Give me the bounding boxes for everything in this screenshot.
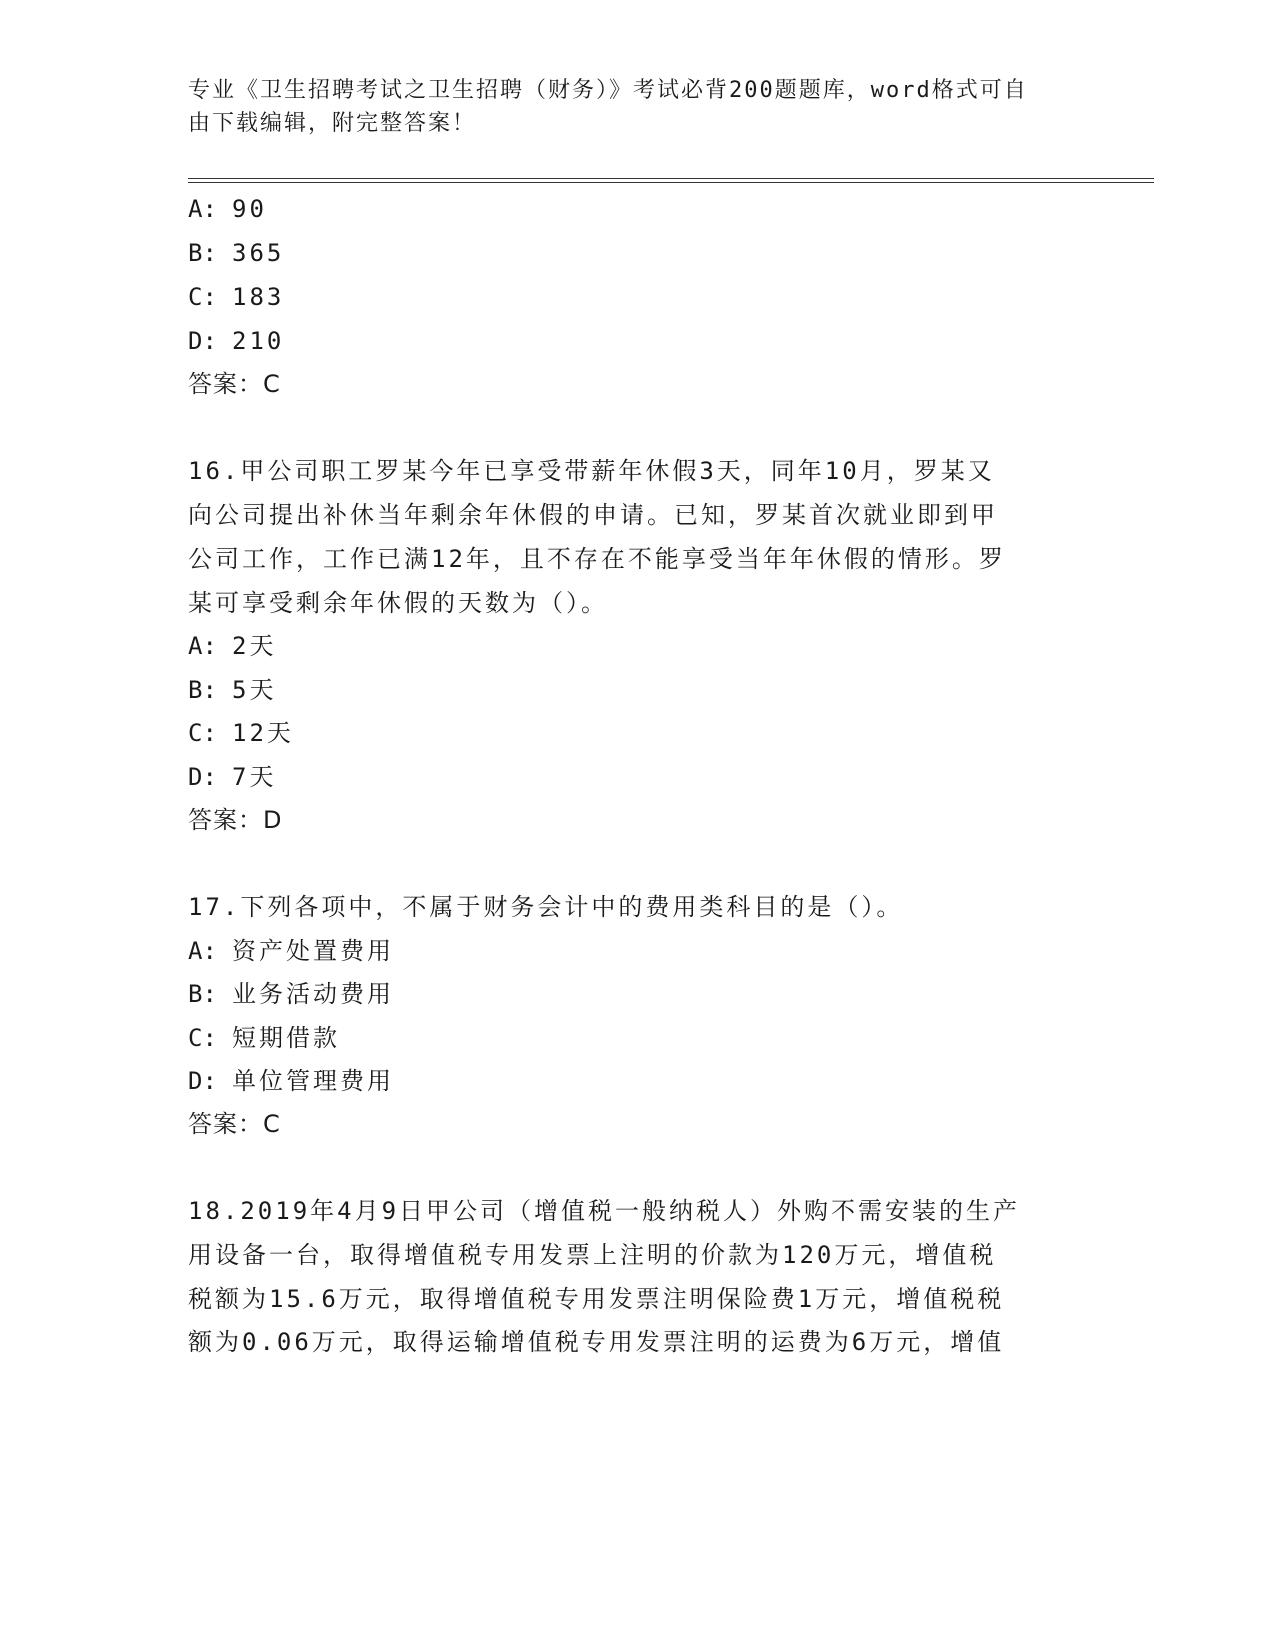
option-text: 2天 [232, 632, 277, 660]
q17-option-b [188, 979, 394, 1009]
option-text: 90 [232, 195, 267, 223]
q16-stem-line-1: 16.甲公司职工罗某今年已享受带薪年休假3天，同年10月，罗某又 [188, 457, 995, 485]
q17-stem-line-1: 17.下列各项中，不属于财务会计中的费用类科目的是（）。 [188, 893, 904, 921]
q16-stem-line-4: 某可享受剩余年休假的天数为（）。 [188, 589, 608, 617]
q18-stem-line-4: 额为0.06万元，取得运输增值税专用发票注明的运费为6万元，增值 [188, 1328, 1005, 1356]
option-letter: B: [188, 239, 217, 267]
option-letter: A: [188, 195, 217, 223]
q15-option-a [188, 194, 267, 224]
option-text: 365 [232, 239, 285, 267]
option-text: 210 [232, 327, 285, 355]
q17-answer: 答案：C [188, 1110, 281, 1138]
q16-option-a [188, 631, 276, 661]
option-letter: C: [188, 719, 217, 747]
q18-stem-line-3: 税额为15.6万元，取得增值税专用发票注明保险费1万元，增值税税 [188, 1285, 1005, 1313]
q16-option-d [188, 762, 276, 792]
q15-option-d [188, 326, 284, 356]
header-line-2: 由下载编辑，附完整答案！ [188, 111, 477, 136]
option-letter: C: [188, 1024, 217, 1052]
option-letter: D: [188, 327, 217, 355]
option-text: 5天 [232, 676, 277, 704]
option-text: 短期借款 [232, 1024, 340, 1052]
q17-option-c [188, 1023, 340, 1053]
option-letter: A: [188, 937, 217, 965]
q15-option-c [188, 282, 284, 312]
document-header [188, 74, 1068, 140]
option-text: 资产处置费用 [232, 937, 394, 965]
option-letter: B: [188, 676, 217, 704]
option-text: 183 [232, 283, 285, 311]
q16-stem-line-2: 向公司提出补休当年剩余年休假的申请。已知，罗某首次就业即到甲 [188, 501, 998, 529]
header-divider-bottom [188, 182, 1154, 183]
q17-option-a [188, 936, 394, 966]
option-text: 7天 [232, 763, 277, 791]
q15-answer: 答案：C [188, 370, 281, 398]
q18-stem-line-1: 18.2019年4月9日甲公司（增值税一般纳税人）外购不需安装的生产 [188, 1197, 1021, 1225]
option-letter: C: [188, 283, 217, 311]
option-text: 单位管理费用 [232, 1067, 394, 1095]
option-text: 12天 [232, 719, 294, 747]
header-divider-top [188, 178, 1154, 179]
q18-stem-line-2: 用设备一台，取得增值税专用发票上注明的价款为120万元，增值税 [188, 1241, 997, 1269]
option-text: 业务活动费用 [232, 980, 394, 1008]
option-letter: D: [188, 763, 217, 791]
q17-option-d [188, 1066, 394, 1096]
option-letter: D: [188, 1067, 217, 1095]
q16-stem-line-3: 公司工作，工作已满12年，且不存在不能享受当年年休假的情形。罗 [188, 545, 1006, 573]
q16-option-c [188, 718, 294, 748]
q15-option-b [188, 238, 284, 268]
q16-answer: 答案：D [188, 806, 283, 834]
option-letter: B: [188, 980, 217, 1008]
header-line-1: 专业《卫生招聘考试之卫生招聘（财务）》考试必背200题题库，word格式可自 [188, 78, 1028, 103]
q16-option-b [188, 675, 276, 705]
option-letter: A: [188, 632, 217, 660]
